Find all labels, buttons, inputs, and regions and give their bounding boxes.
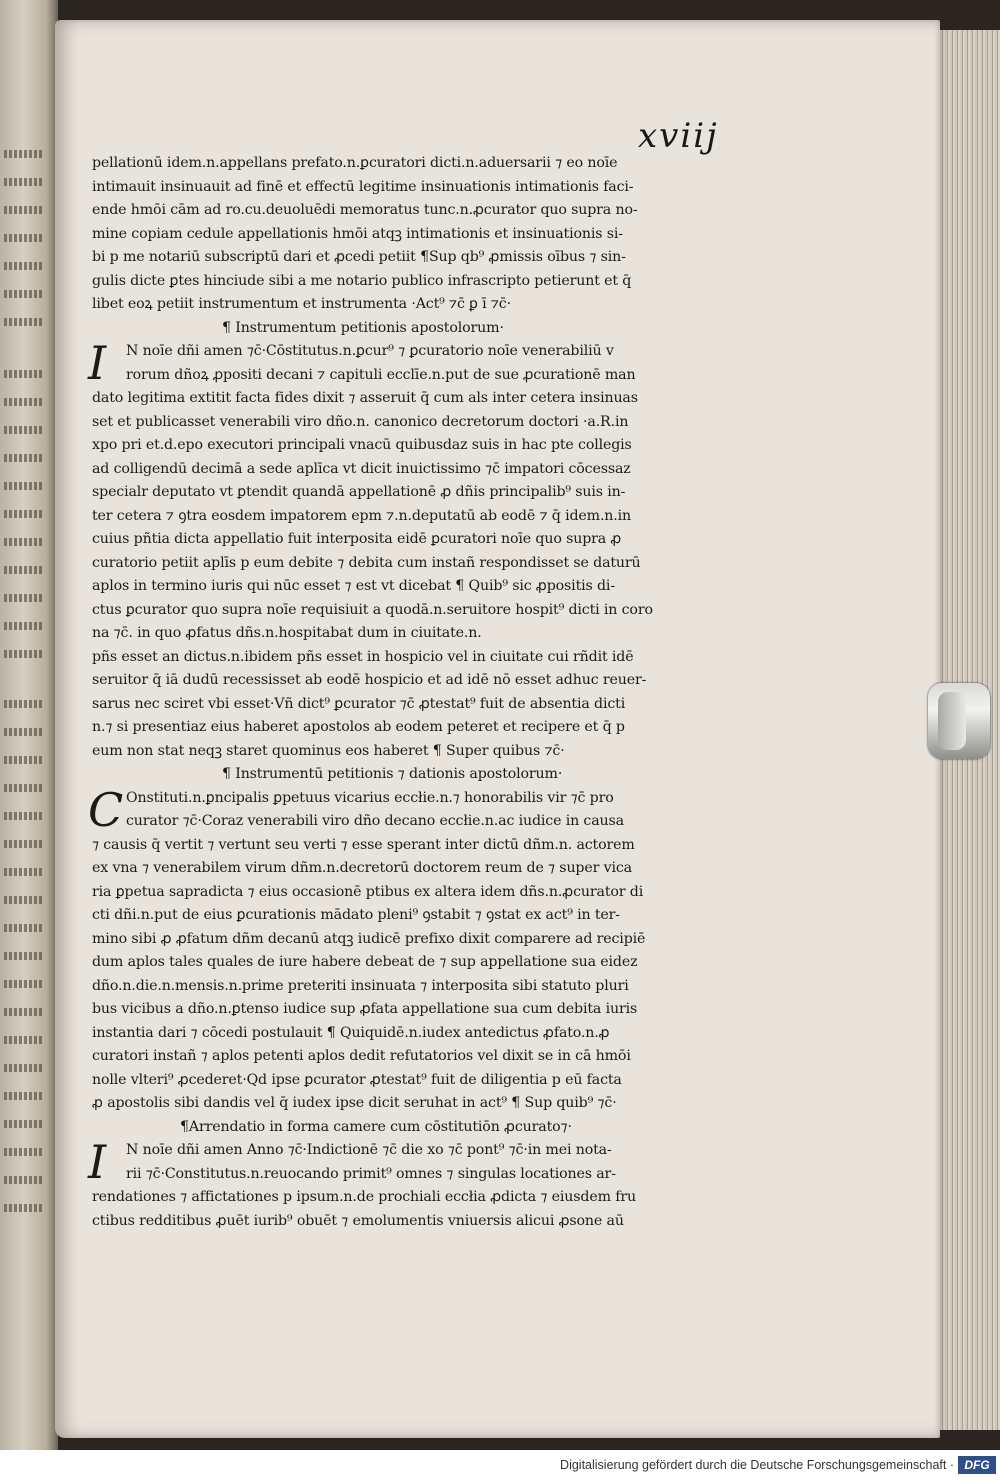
digitization-footer <box>0 1450 1000 1483</box>
text-line: rii ⁊c̄·Constitutus.n.reuocando primit⁹ omnes ⁊ singulas locationes ar- <box>126 1165 616 1182</box>
text-line: na ⁊c̄. in quo ꝓfatus dñs.n.hospitabat dum in ciuitate.n. <box>92 625 482 641</box>
text-line: dato legitima extitit facta fides dixit ⁊ asseruit q̄ cum als inter cetera insinuas <box>92 390 638 406</box>
text-line: ꝓ apostolis sibi dandis vel q̄ iudex ipse dicit seruhat in act⁹ ¶ Sup quib⁹ ⁊c̄· <box>92 1095 617 1111</box>
section-2 <box>88 782 742 1116</box>
text-line: mino sibi ꝓ ꝓfatum dñm decanū atqꝫ iudicē prefixo dixit comparere ad recipiē <box>92 930 646 947</box>
facing-page-edge <box>0 0 58 1450</box>
text-line: intimauit insinuauit ad finē et effectū legitime insinuationis intimationis faci- <box>92 178 634 195</box>
text-line: n.⁊ si presentiaz eius haberet apostolos ab eodem peteret et recipere et q̄ p <box>92 719 625 735</box>
dfg-logo: DFG <box>958 1456 996 1474</box>
text-line: ctus ꝑcurator quo supra noīe requisiuit a quodā.n.seruitore hospit⁹ dicti in coro <box>92 601 653 618</box>
text-line: ter cetera ⁊ ꝯtra eosdem impatorem epm ⁊.n.deputatū ab eodē ⁊ q̄ idem.n.in <box>92 507 632 524</box>
binding-clip-inner <box>938 692 966 750</box>
text-line: instantia dari ⁊ cōcedi postulauit ¶ Quiquidē.n.iudex antedictus ꝓfato.n.ꝓ <box>92 1024 610 1041</box>
initial-letter: I <box>88 336 107 390</box>
text-line: specialr deputato vt ꝑtendit quandā appellationē ꝓ dñis principalib⁹ suis in- <box>92 484 626 500</box>
text-line: nolle vlteri⁹ ꝓcederet·Qd ipse ꝑcurator ꝓtestat⁹ fuit de diligentia p eū facta <box>92 1071 622 1088</box>
text-line: mine copiam cedule appellationis hmōi atqꝫ intimationis et insinuationis si- <box>92 225 623 242</box>
text-line: set et publicasset venerabili viro dño.n. canonico decretorum doctori ·a.R.in <box>92 413 629 430</box>
initial-letter: I <box>88 1135 107 1189</box>
text-line: curator ⁊c̄·Coraz venerabili viro dño decano eccłie.n.ac iudice in causa <box>126 813 624 829</box>
text-line: ria ꝑpetua sapradicta ⁊ eius occasionē ptibus ex altera idem dñs.n.ꝓcurator di <box>92 883 644 900</box>
text-line: dum aplos tales quales de iure habere debeat de ⁊ sup appellatione sua eidez <box>92 954 638 970</box>
text-line: curatori instañ ⁊ aplos petenti aplos dedit refutatorios vel dixit se in cā hmōi <box>92 1048 631 1064</box>
text-line: ad colligendū decimā a sede aplīca vt dicit inuictissimo ⁊c̄ impatori cōcessaz <box>92 460 631 477</box>
section-heading: ¶ Instrumentū petitionis ⁊ dationis apostolorum· <box>222 766 563 782</box>
text-line: pñs esset an dictus.n.ibidem pñs esset in hospicio vel in ciuitate cui rñdit idē <box>92 648 634 665</box>
text-line: N noīe dñi amen Anno ⁊c̄·Indictionē ⁊c̄ die xo ⁊c̄ pont⁹ ⁊c̄·in mei nota- <box>126 1142 612 1158</box>
section-3 <box>88 1135 742 1233</box>
text-line: bus vicibus a dño.n.ꝑtenso iudice sup ꝓfata appellatione sua cum debita iuris <box>92 1001 638 1017</box>
text-line: aplos in termino iuris qui nūc esset ⁊ est vt dicebat ¶ Quib⁹ sic ꝓpositis di- <box>92 578 615 594</box>
text-line: eum non stat neqꝫ staret quominus eos haberet ¶ Super quibus ⁊c̄· <box>92 742 565 759</box>
text-line: bi p me notariū subscriptū dari et ꝓcedi petiit ¶Sup qb⁹ ꝓmissis oībus ⁊ sin- <box>92 249 626 265</box>
text-line: gulis dicte ꝑtes hinciude sibi a me notario publico infrascripto petierunt et q̄ <box>92 272 632 289</box>
text-line: xpo pri et.d.epo executori principali vnacū quibusdaz suis in hac pte collegis <box>92 437 632 453</box>
text-line: ⁊ causis q̄ vertit ⁊ vertunt seu verti ⁊ esse sperant inter dictū dñm.n. actorem <box>92 836 635 853</box>
text-line: N noīe dñi amen ⁊c̄·Cōstitutus.n.ꝑcur⁹ ⁊ ꝑcuratorio noīe venerabiliū v <box>126 343 614 359</box>
text-block <box>88 152 742 1233</box>
text-line: sarus nec sciret vbi esset·Vñ dict⁹ ꝑcurator ⁊c̄ ꝓtestat⁹ fuit de absentia dicti <box>92 695 626 712</box>
text-line: Onstituti.n.ꝑncipalis ꝑpetuus vicarius eccłie.n.⁊ honorabilis vir ⁊c̄ pro <box>126 789 614 806</box>
section-heading: ¶ Instrumentum petitionis apostolorum· <box>222 319 504 336</box>
text-line: ex vna ⁊ venerabilem virum dñm.n.decretorū doctorem reum de ⁊ super vica <box>92 860 632 876</box>
text-line: rorum dñoꝝ ꝓpositi decani ⁊ capituli ecclīe.n.put de sue ꝓcurationē man <box>126 366 636 383</box>
folio-number: xviij <box>638 116 719 156</box>
text-line: curatorio petiit aplīs p eum debite ⁊ debita cum instañ respondisset se daturū <box>92 554 641 571</box>
text-line: cti dñi.n.put de eius ꝑcurationis mādato pleni⁹ ꝯstabit ⁊ ꝯstat ex act⁹ in ter- <box>92 907 620 923</box>
funding-notice: Digitalisierung gefördert durch die Deutsche Forschungsgemeinschaft · <box>560 1458 954 1472</box>
text-line: dño.n.die.n.mensis.n.prime preteriti insinuata ⁊ interposita sibi statuto pluri <box>92 977 629 994</box>
text-line: ende hmōi cām ad ro.cu.deuoluēdi memoratus tunc.n.ꝓcurator quo supra no- <box>92 202 638 218</box>
initial-letter: C <box>88 782 124 837</box>
text-line: cuius pñtia dicta appellatio fuit interposita eidē ꝑcuratori noīe quo supra ꝓ <box>92 531 622 547</box>
section-heading: ¶Arrendatio in forma camere cum cōstitutiōn ꝓcurato⁊· <box>180 1118 572 1135</box>
text-line: pellationū idem.n.appellans prefato.n.ꝑcuratori dicti.n.aduersarii ⁊ eo noīe <box>92 155 618 171</box>
text-line: ctibus redditibus ꝓuēt iurib⁹ obuēt ⁊ emolumentis vniuersis alicui ꝓsone aū <box>92 1212 624 1229</box>
text-line: rendationes ⁊ affictationes p ipsum.n.de prochiali eccłia ꝓdicta ⁊ eiusdem fru <box>92 1189 636 1205</box>
section-1 <box>88 336 742 763</box>
text-line: libet eoꝝ petiit instrumentum et instrumenta ·Act⁹ ⁊c̄ ꝑ ī ⁊c̄· <box>92 296 511 312</box>
text-line: seruitor q̄ iā dudū recessisset ab eodē hospicio et ad idē nō esset adhuc reuer- <box>92 672 647 688</box>
